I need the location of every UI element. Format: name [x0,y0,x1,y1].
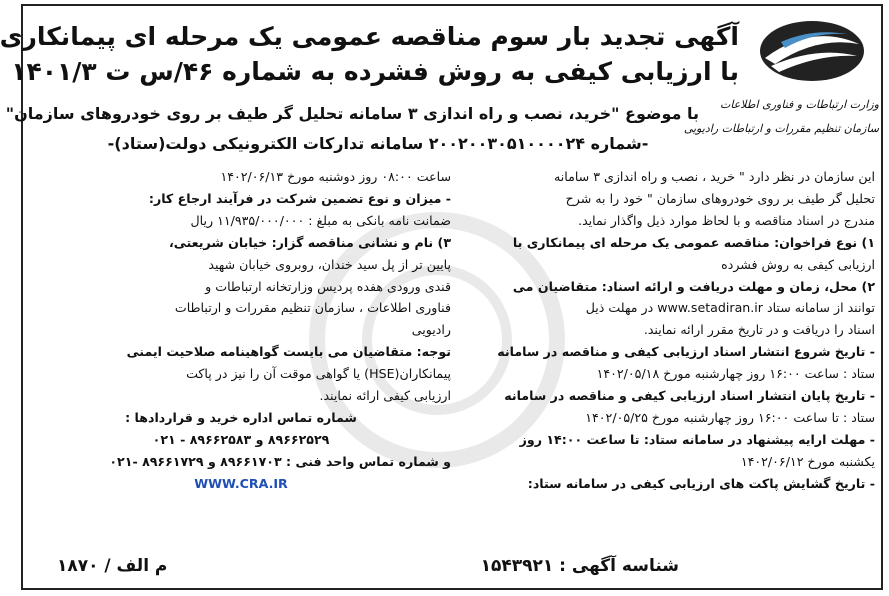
text-line: توجه: متقاضیان می بایست گواهینامه صلاحیت ایمنی [126,344,451,360]
setad-number: -شماره ۲۰۰۲۰۰۳۰۵۱۰۰۰۰۲۴ سامانه تدارکات الکترونیکی دولت(ستاد)- [107,134,649,153]
right-column [465,166,875,495]
text-line: این سازمان در نظر دارد " خرید ، نصب و راه اندازی ۳ سامانه [553,169,875,184]
text-line: ضمانت نامه بانکی به مبلغ : ۱۱/۹۳۵/۰۰۰/۰۰۰ ریال [190,212,451,228]
text-line: - مهلت ارایه پیشنهاد در سامانه ستاد: تا ساعت ۱۴:۰۰ روز [519,431,875,447]
text-line: ستاد : ساعت ۱۶:۰۰ روز چهارشنبه مورخ ۱۴۰۲/۰۵/۱۸ [596,366,875,382]
text-line: ۳) نام و نشانی مناقصه گزار: خیابان شریعتی، [169,234,451,250]
organization-name: سازمان تنظیم مقررات و ارتباطات رادیویی [683,122,879,135]
text-line: فناوری اطلاعات ، سازمان تنظیم مقررات و ارتباطات [174,300,451,316]
text-line: ساعت ۰۸:۰۰ روز دوشنبه مورخ ۱۴۰۲/۰۶/۱۳ [220,169,451,184]
text-line: ۲) محل، زمان و مهلت دریافت و ارائه اسناد: متقاضیان می [512,278,875,294]
text-line: ستاد : تا ساعت ۱۶:۰۰ روز چهارشنبه مورخ ۱۴۰۲/۰۵/۲۵ [585,409,875,425]
ministry-name: وزارت ارتباطات و فناوری اطلاعات [719,98,879,111]
cra-website-link[interactable]: WWW.CRA.IR [194,475,288,491]
ad-code: م الف / ۱۸۷۰ [57,556,168,576]
text-line: پایین تر از پل سید خندان، روبروی خیابان شهید [208,256,451,272]
text-line: ۸۹۶۶۲۵۲۹ و ۸۹۶۶۲۵۸۳ - ۰۲۱ [152,431,330,447]
text-line: ۱) نوع فراخوان: مناقصه عمومی یک مرحله ای پیمانکاری با [512,234,875,250]
text-line: یکشنبه مورخ ۱۴۰۲/۰۶/۱۲ [740,453,875,469]
text-line: تحلیل گر طیف بر روی خودروهای سازمان " خود را به شرح [565,190,875,206]
text-line: ارزیابی کیفی به روش فشرده [721,256,875,272]
ad-title: آگهی تجدید بار سوم مناقصه عمومی یک مرحله ای پیمانکاری [0,22,739,51]
text-line: - میزان و نوع تضمین شرکت در فرآیند ارجاع کار: [148,190,451,206]
text-line: - تاریخ گشایش پاکت های ارزیابی کیفی در سامانه ستاد: [527,475,875,491]
ad-id: شناسه آگهی : ۱۵۴۳۹۲۱ [480,556,679,576]
text-line: رادیویی [411,322,451,338]
text-line: ارزیابی کیفی ارائه نمایند. [319,388,451,404]
setadiran-link-line[interactable]: توانند از سامانه ستاد www.setadiran.ir در مهلت ذیل [585,300,875,316]
text-line: شماره تماس اداره خرید و قراردادها : [125,409,357,425]
text-line: پیمانکاران(HSE) یا گواهی موقت آن را نیز در پاکت [186,366,451,382]
text-line: مندرج در اسناد مناقصه و با لحاظ موارد ذیل واگذار نماید. [578,212,875,228]
ad-title-number: با ارزیابی کیفی به روش فشرده به شماره ۴۶/س ت ۱۴۰۱/۳ [11,57,739,86]
text-line: قندی ورودی هفده پردیس وزارتخانه ارتباطات و [205,278,451,294]
ad-subject: با موضوع "خرید، نصب و راه اندازی ۳ سامانه تحلیل گر طیف بر روی خودروهای سازمان" [5,104,699,123]
left-column [31,166,451,495]
text-line: و شماره تماس واحد فنی : ۸۹۶۶۱۷۰۳ و ۸۹۶۶۱۷۲۹ -۰۲۱ [109,453,451,469]
text-line: - تاریخ شروع انتشار اسناد ارزیابی کیفی و مناقصه در سامانه [497,344,875,360]
text-line: اسناد را دریافت و در تاریخ مقرر ارائه نمایند. [643,322,875,338]
text-line: - تاریخ پایان انتشار اسناد ارزیابی کیفی و مناقصه در سامانه [504,388,875,404]
cra-logo-icon [757,18,867,84]
